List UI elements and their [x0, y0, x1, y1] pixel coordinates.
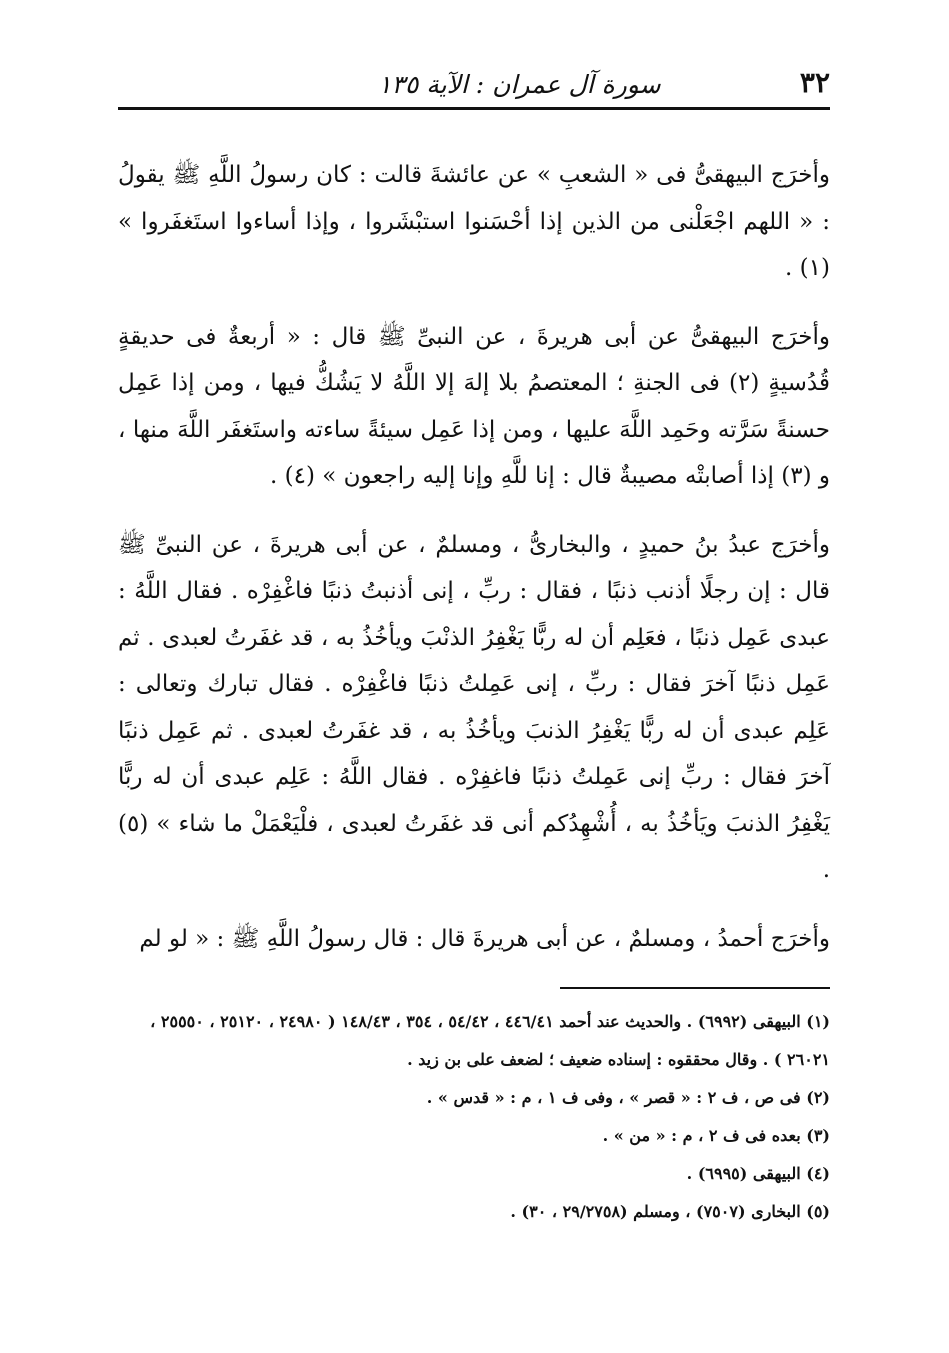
paragraph-2: وأخرَج البيهقىُّ عن أبى هريرةَ ، عن النبىِّ ﷺ قال : « أربعةٌ فى حديقةٍ قُدُسيةٍ (٢) فى الجنةِ ؛ المعتصمُ بلا إلهَ إلا اللَّهُ لا يَشُكُّ فيها ، ومن إذا عَمِل حسنةً سَرَّته وحَمِد اللَّهَ عليها ، ومن إذا عَمِل سيئةً ساءته واستَغفَر اللَّهَ منها ، و (٣) إذا أصابتْه مصيبةٌ قال : إنا للَّهِ وإنا إليه راجعون » (٤) . [118, 323, 830, 489]
paragraph-1: وأخرَج البيهقىُّ فى « الشعبِ » عن عائشةَ قالت : كان رسولُ اللَّهِ ﷺ يقولُ : « اللهم اجْعَلْنى من الذين إذا أحْسَنوا استبْشَروا ، وإذا أساءوا استَغفَروا » (١) . [118, 162, 830, 281]
footnotes [118, 1003, 830, 1231]
paragraph-4: وأخرَج أحمدُ ، ومسلمٌ ، عن أبى هريرةَ قال : قال رسولُ اللَّهِ ﷺ : « لو لم [139, 925, 830, 952]
footnote-divider [560, 987, 830, 989]
footnote-1: (١) البيهقى (٦٩٩٢) . والحديث عند أحمد ٤٤٦/٤١ ، ٥٤/٤٢ ، ٣٥٤ ، ١٤٨/٤٣ ( ٢٤٩٨٠ ، ٢٥١٢٠ ، ٢٥٥٥٠ ، ٢٦٠٢١ ) . وقال محققوه : إسناده ضعيف ؛ لضعف على بن زيد . [150, 1012, 830, 1069]
paragraph-3: وأخرَج عبدُ بنُ حميدٍ ، والبخارىُّ ، ومسلمٌ ، عن أبى هريرةَ ، عن النبىِّ ﷺ قال : إن رجلًا أذنب ذنبًا ، فقال : ربِّ ، إنى أذنبتُ ذنبًا فاغْفِرْه . فقال اللَّهُ : عبدى عَمِل ذنبًا ، فعَلِم أن له ربًّا يَغْفِرُ الذنْبَ ويأخُذُ به ، قد غفَرتُ لعبدى . ثم عَمِل ذنبًا آخرَ فقال : ربِّ ، إنى عَمِلتُ ذنبًا فاغْفِرْه . فقال تبارك وتعالى : عَلِم عبدى أن له ربًّا يَغْفِرُ الذنبَ ويأخُذُ به ، قد غفَرتُ لعبدى . ثم عَمِل ذنبًا آخرَ فقال : ربِّ إنى عَمِلتُ ذنبًا فاغفِرْه . فقال اللَّهُ : عَلِم عبدى أن له ربًّا يَغْفِرُ الذنبَ ويَأخُذُ به ، أُشْهِدُكم أنى قد غفَرتُ لعبدى ، فلْيَعْمَلْ ما شاء » (٥) . [118, 531, 830, 883]
main-text [118, 152, 830, 962]
footnote-4: (٤) البيهقى (٦٩٩٥) . [686, 1164, 830, 1183]
footnote-5: (٥) البخارى (٧٥٠٧) ، ومسلم (٢٩/٢٧٥٨ ، ٣٠) . [510, 1202, 830, 1221]
page-number: ٣٢ [799, 66, 830, 99]
footnote-3: (٣) بعده فى ف ٢ ، م : « من » . [602, 1126, 830, 1145]
footnote-2: (٢) فى ص ، ف ٢ : « قصر » ، وفى ف ١ ، م : « قدس » . [426, 1088, 830, 1107]
header-title: سورة آل عمران : الآية ١٣٥ [378, 70, 661, 99]
running-header [118, 62, 830, 110]
